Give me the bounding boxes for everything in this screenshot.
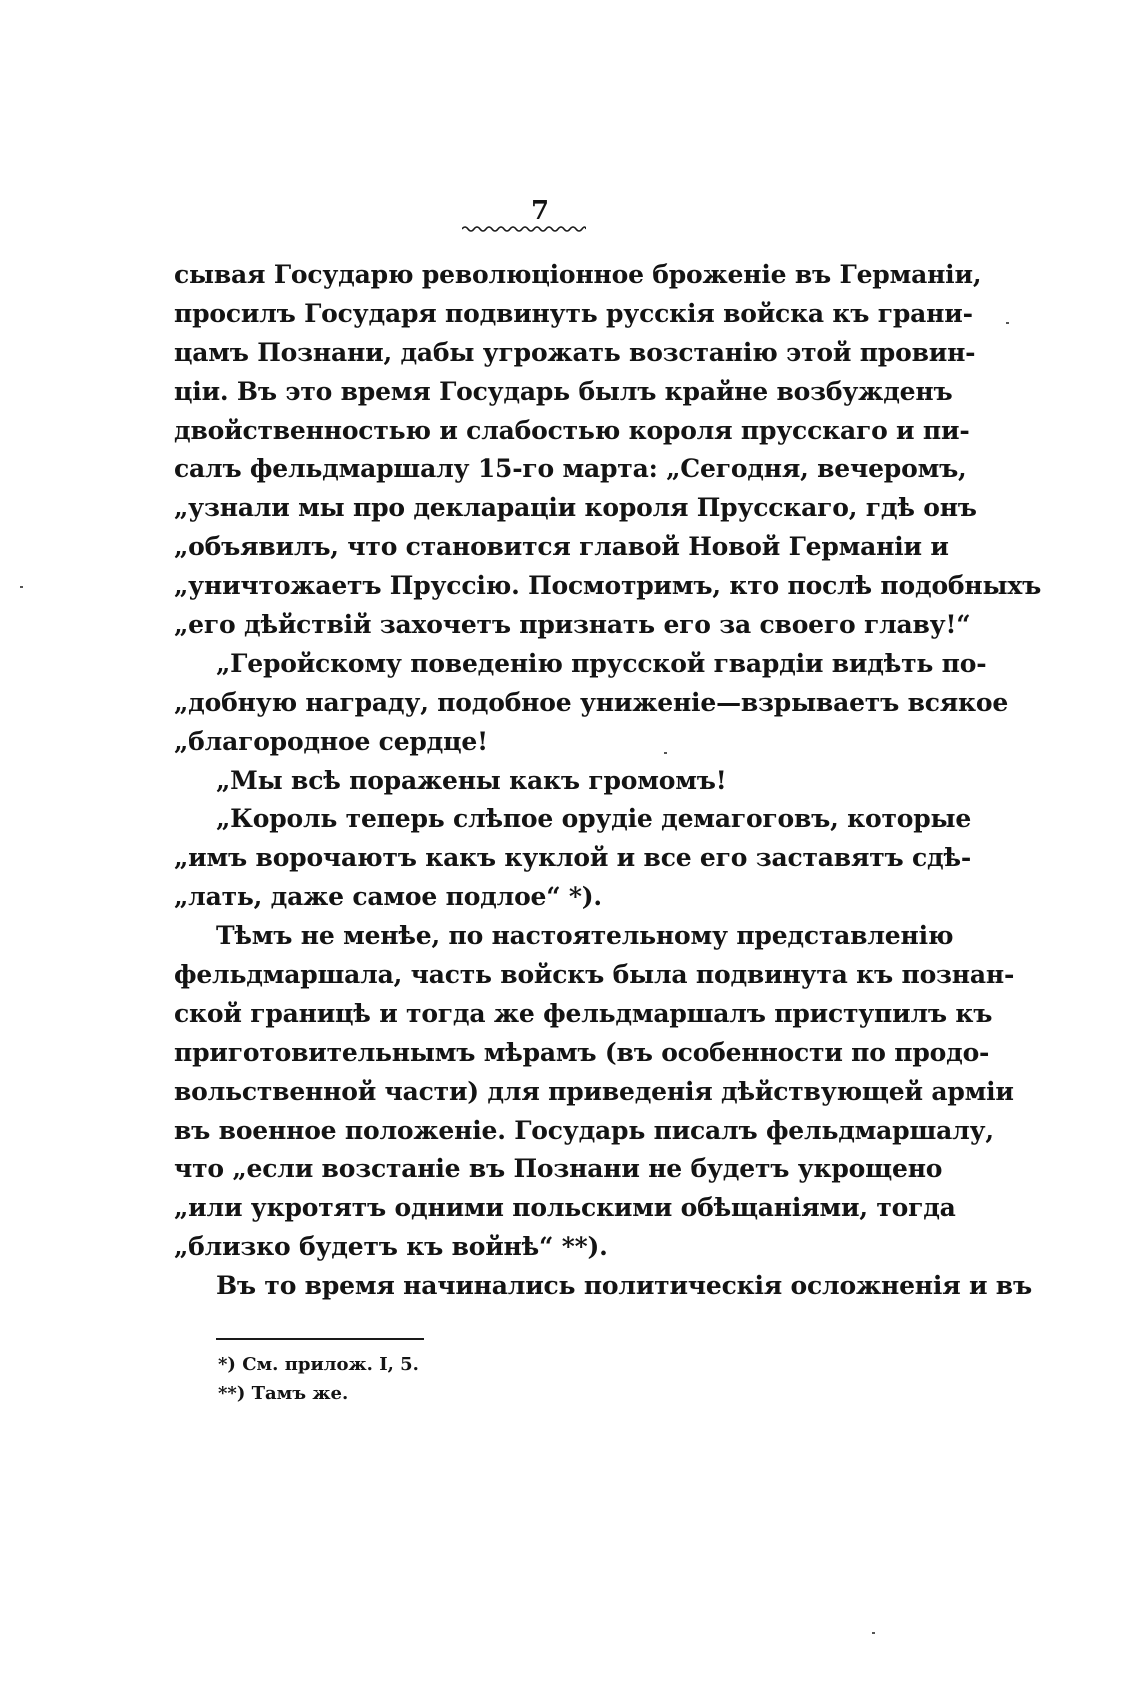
- text-line: „узнали мы про деклараціи короля Прусскаго, гдѣ онъ: [174, 493, 977, 523]
- body-text: [174, 256, 1042, 1306]
- scan-speck: [872, 1632, 875, 1634]
- scan-speck: [664, 752, 667, 754]
- text-line: въ военное положеніе. Государь писалъ фельдмаршалу,: [174, 1115, 994, 1145]
- text-line: „добную награду, подобное униженіе—взрываетъ всякое: [174, 687, 1009, 717]
- text-line: ціи. Въ это время Государь былъ крайне возбужденъ: [174, 376, 953, 406]
- text-line: сывая Государю революціонное броженіе въ Германіи,: [174, 260, 982, 289]
- text-line: „лать, даже самое подлое“ *).: [174, 882, 602, 912]
- text-line: „или укротятъ одними польскими обѣщаніями, тогда: [174, 1193, 956, 1223]
- footnote: **) Тамъ же.: [218, 1383, 349, 1404]
- text-line: двойственностью и слабостью короля прусскаго и пи-: [174, 415, 970, 445]
- text-line: салъ фельдмаршалу 15-го марта: „Сегодня, вечеромъ,: [174, 454, 967, 484]
- text-line: „объявилъ, что становится главой Новой Германіи и: [174, 532, 949, 562]
- footnote: *) См. прилож. I, 5.: [218, 1354, 419, 1375]
- text-line: „Мы всѣ поражены какъ громомъ!: [216, 765, 727, 795]
- text-line: „благородное сердце!: [174, 726, 488, 756]
- scan-speck: [20, 586, 23, 588]
- text-line: „имъ ворочаютъ какъ куклой и все его заставятъ сдѣ-: [174, 843, 972, 873]
- text-line: что „если возстаніе въ Познани не будетъ укрощено: [174, 1154, 943, 1184]
- text-line: приготовительнымъ мѣрамъ (въ особенности по продо-: [174, 1037, 990, 1067]
- text-line: цамъ Познани, дабы угрожать возстанію этой провин-: [174, 337, 976, 367]
- footnote-divider: [216, 1338, 424, 1340]
- text-line: „его дѣйствій захочетъ признать его за своего главу!“: [174, 610, 971, 640]
- text-line: „Король теперь слѣпое орудіе демагоговъ, которые: [216, 804, 972, 834]
- text-line: Въ то время начинались политическія осложненія и въ: [216, 1271, 1032, 1301]
- text-line: ской границѣ и тогда же фельдмаршалъ приступилъ къ: [174, 998, 993, 1028]
- footnotes: [218, 1350, 618, 1408]
- scan-speck: [1006, 322, 1009, 324]
- text-line: „уничтожаетъ Пруссію. Посмотримъ, кто послѣ подобныхъ: [174, 571, 1042, 601]
- page-number: 7: [530, 196, 550, 226]
- text-line: вольственной части) для приведенія дѣйствующей арміи: [174, 1076, 1014, 1106]
- text-line: „близко будетъ къ войнѣ“ **).: [174, 1232, 608, 1262]
- text-line: Тѣмъ не менѣе, по настоятельному представленію: [216, 921, 954, 951]
- wavy-ornament-rule: [462, 224, 586, 234]
- text-line: фельдмаршала, часть войскъ была подвинута къ познан-: [174, 960, 1015, 990]
- text-line: „Геройскому поведенію прусской гвардіи видѣть по-: [216, 648, 987, 678]
- text-line: просилъ Государя подвинуть русскія войска къ грани-: [174, 298, 973, 328]
